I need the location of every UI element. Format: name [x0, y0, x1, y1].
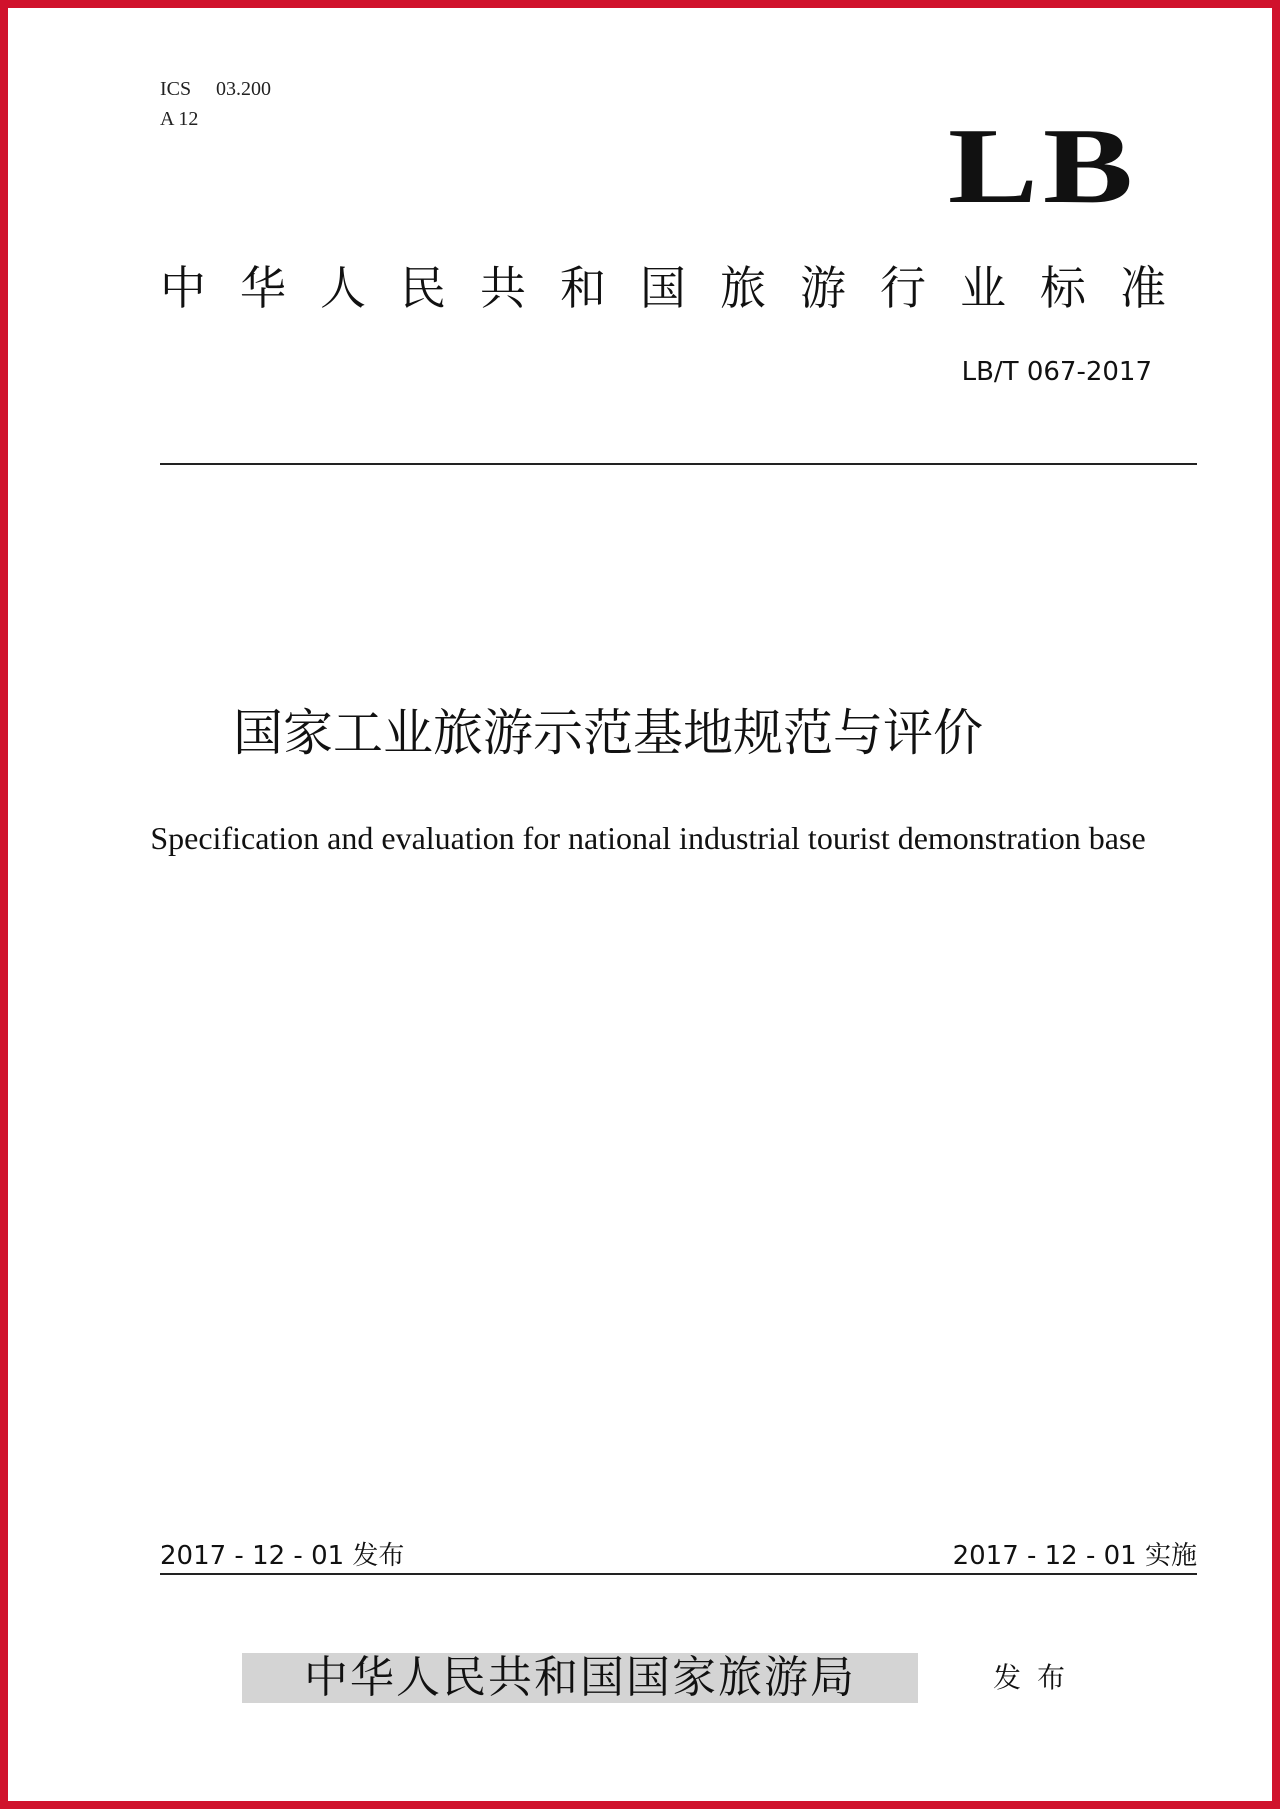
publish-label: 发布 — [993, 1661, 1082, 1694]
ics-row — [160, 74, 271, 104]
ics-code: 03.200 — [216, 78, 271, 100]
standard-title: 中华人民共和国旅游行业标准 — [160, 261, 1200, 315]
top-divider — [160, 463, 1197, 465]
classification-codes — [160, 74, 271, 134]
lb-logo: LB — [947, 107, 1138, 226]
document-title-chinese: 国家工业旅游示范基地规范与评价 — [233, 704, 983, 762]
issue-date: 2017 - 12 - 01 发布 — [160, 1541, 405, 1571]
bottom-divider — [160, 1573, 1197, 1575]
document-title-english: Specification and evaluation for national industrial tourist demonstration base — [150, 820, 1146, 856]
ics-label: ICS — [160, 78, 192, 100]
implementation-date: 2017 - 12 - 01 实施 — [952, 1541, 1197, 1571]
standard-number: LB/T 067-2017 — [961, 357, 1152, 387]
dates-row — [160, 1536, 1197, 1576]
publisher-name: 中华人民共和国国家旅游局 — [304, 1652, 856, 1703]
ccs-code: A 12 — [160, 108, 199, 130]
